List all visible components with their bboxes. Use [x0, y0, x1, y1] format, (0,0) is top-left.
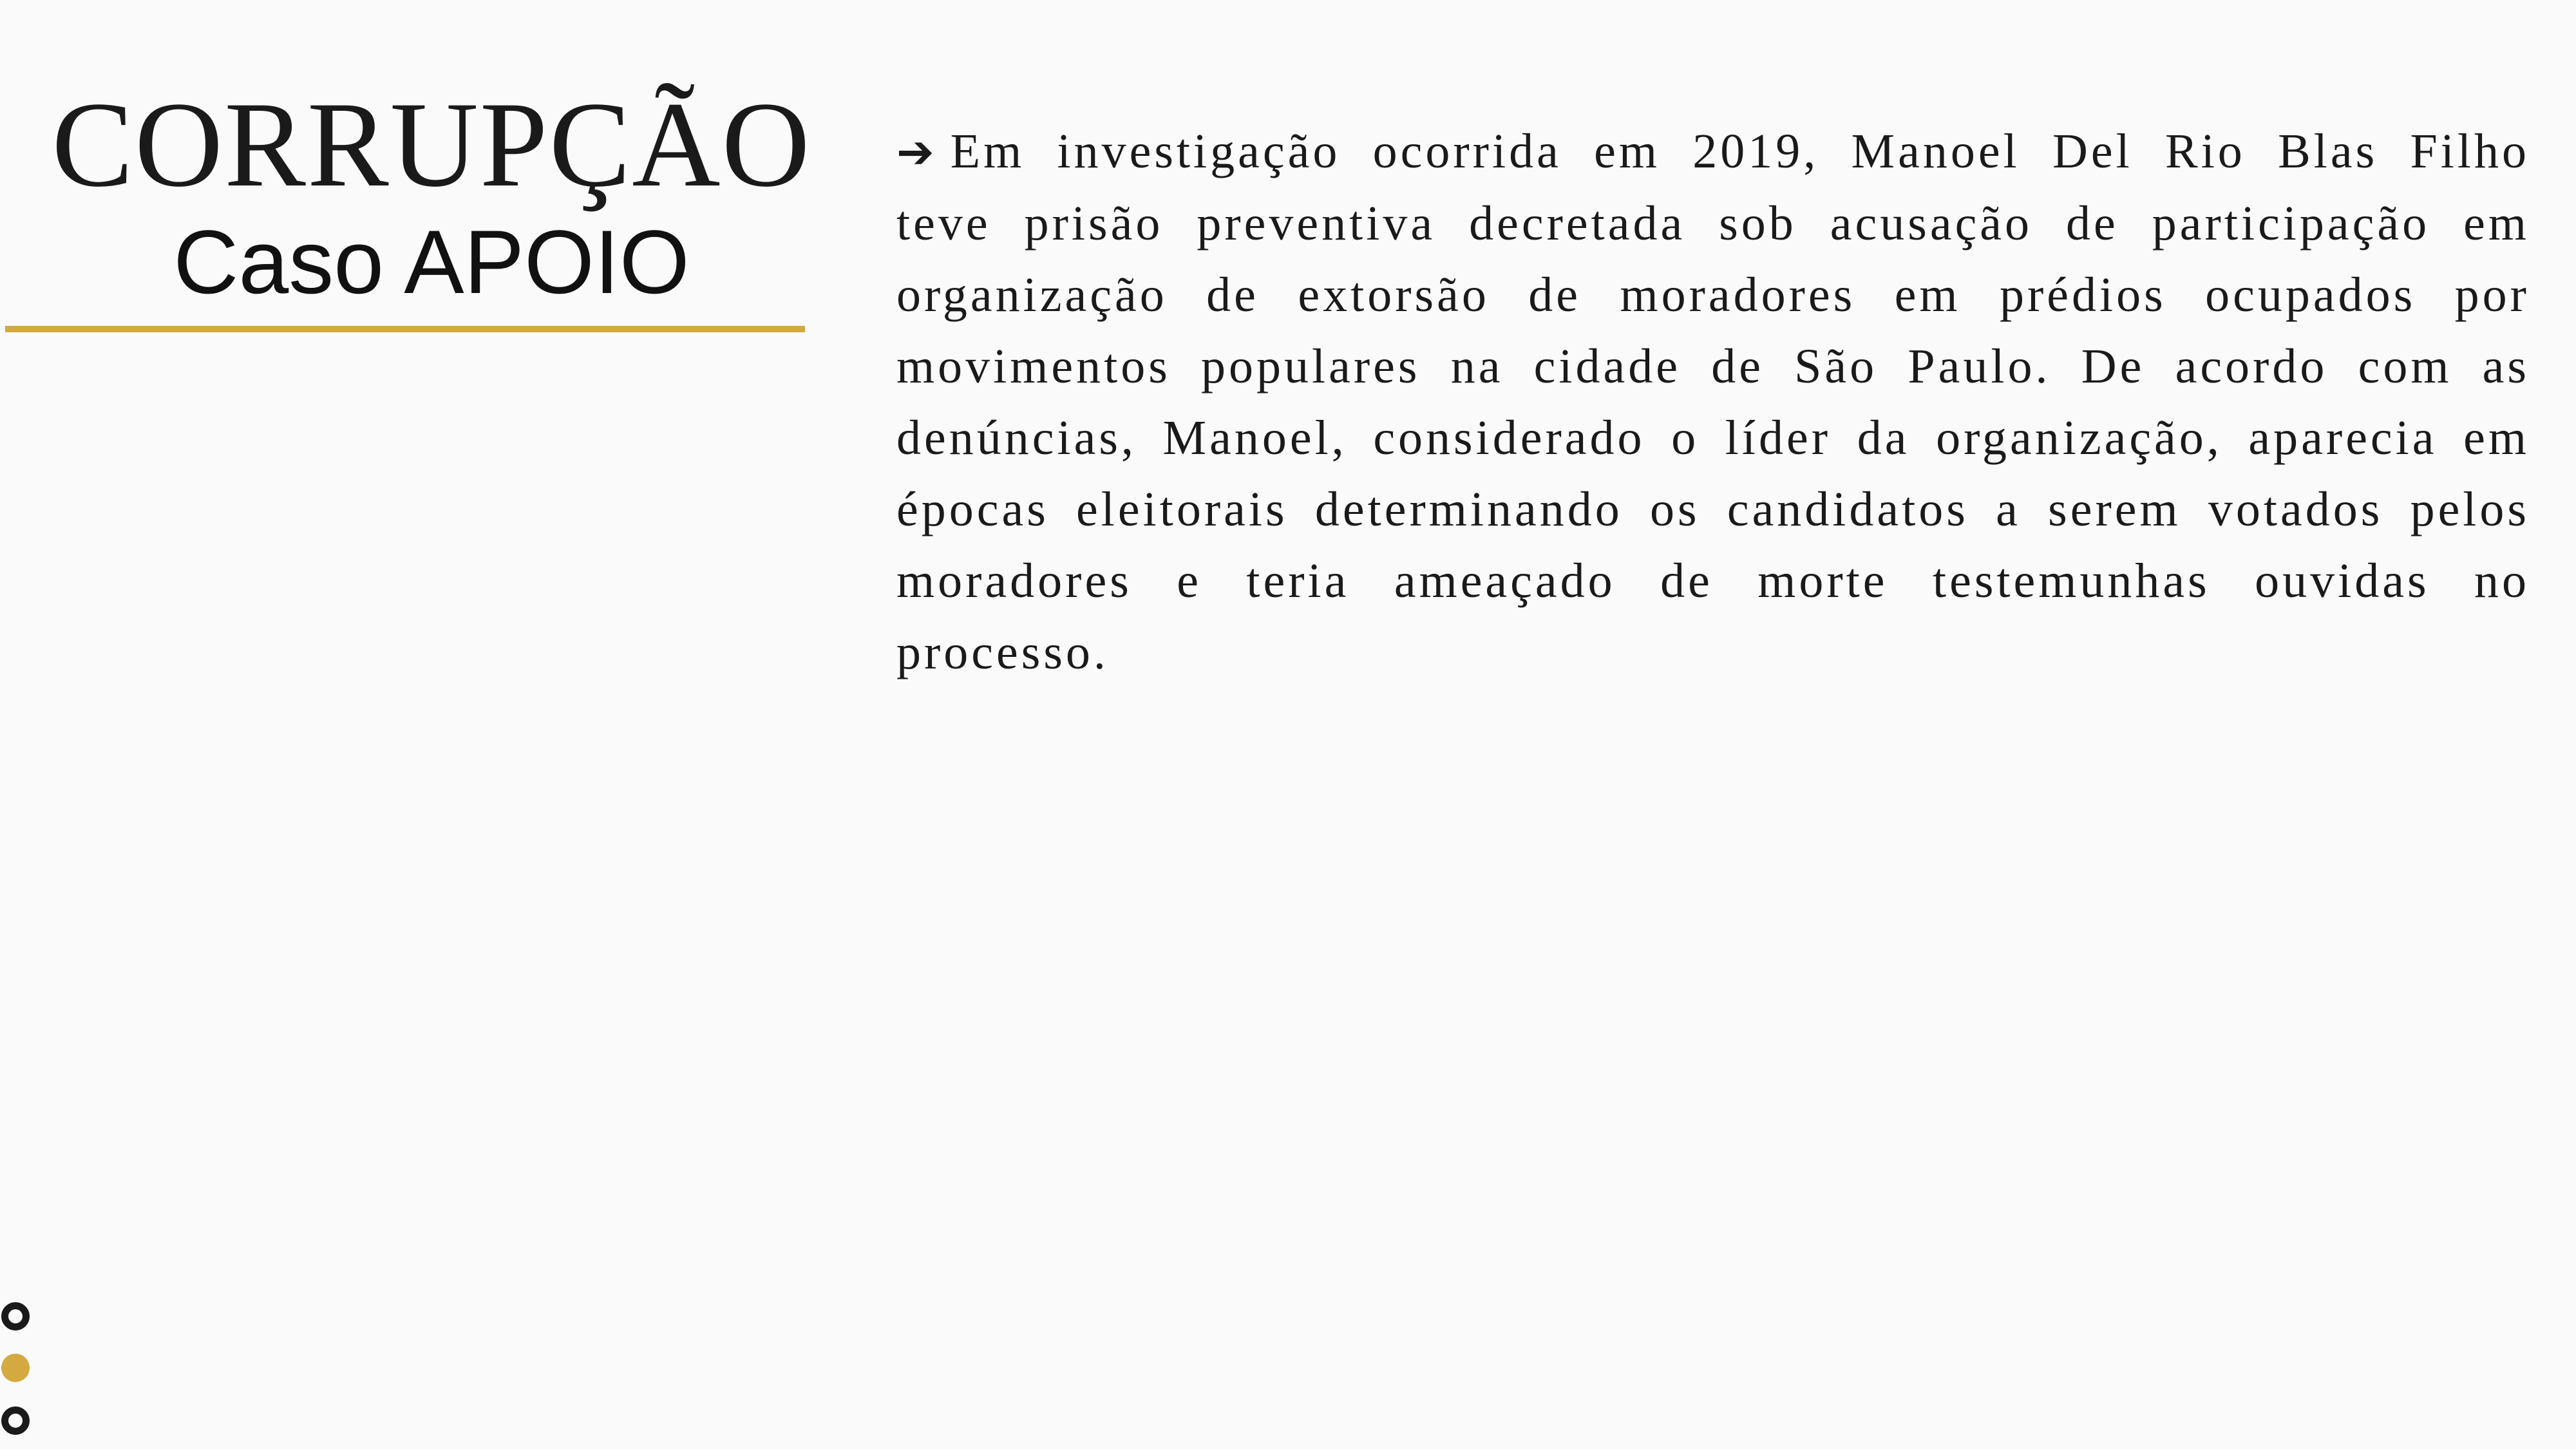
- slide-subtitle: Caso APOIO: [173, 211, 690, 312]
- slide-title: CORRUPÇÃO: [52, 77, 811, 213]
- title-divider: [5, 326, 805, 332]
- filled-dot-icon: [1, 1354, 30, 1382]
- ring-dot-icon: [1, 1406, 30, 1435]
- body-paragraph: [896, 116, 2530, 688]
- body-text: Em investigação ocorrida em 2019, Manoel Del Rio Blas Filho teve prisão preventiva decretada sob acusação de participação em organização de extorsão de moradores em prédios ocupados por movimentos populares na cidade de São Paulo. De acordo com as denúncias, Manoel, considerado o líder da organização, aparecia em épocas eleitorais determinando os candidatos a serem votados pelos moradores e teria ameaçado de morte testemunhas ouvidas no processo.: [896, 124, 2530, 679]
- ring-dot-icon: [1, 1302, 30, 1331]
- decorative-dots: [0, 1302, 39, 1444]
- right-arrow-icon: ➔: [896, 126, 938, 178]
